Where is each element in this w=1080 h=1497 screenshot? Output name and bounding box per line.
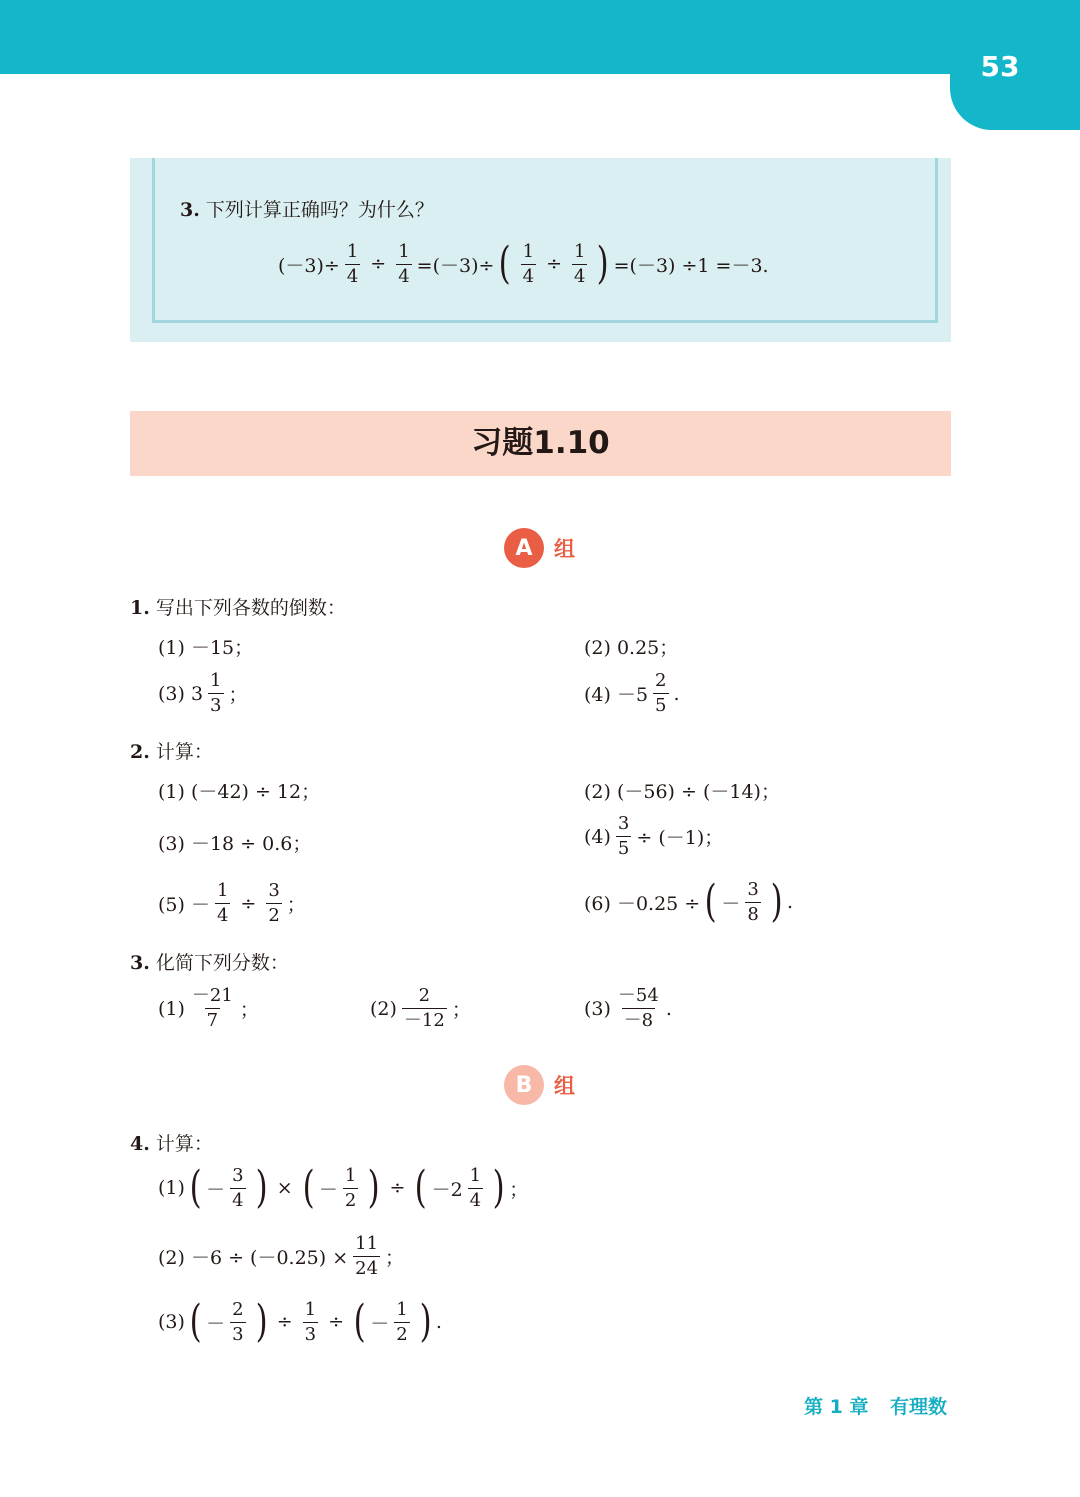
item-prefix: (2) －6 ÷ (－0.25) ×	[158, 1247, 349, 1269]
question-number: 1.	[130, 597, 150, 619]
fraction: $\frac{-54}{-8}$	[617, 985, 659, 1031]
fraction: $\frac{1}{2}$	[344, 1164, 357, 1211]
group-b-badge: B	[504, 1065, 544, 1105]
item-suffix: .	[787, 891, 794, 913]
minus-sign: －	[721, 892, 741, 915]
operator: ÷	[546, 253, 562, 275]
item-prefix: (1)	[158, 1177, 185, 1199]
q3-item-1	[158, 987, 259, 1030]
right-paren: )	[770, 876, 783, 927]
q2-item-6	[584, 876, 794, 927]
left-paren: (	[704, 876, 717, 927]
q2-item-4	[584, 815, 723, 858]
review-box-frame	[152, 158, 938, 323]
minus-sign: －	[370, 1312, 390, 1335]
question-number: 3.	[130, 952, 150, 974]
operator: ÷	[370, 253, 387, 275]
item-prefix: (5) －	[158, 894, 210, 916]
operator: ×	[276, 1177, 293, 1199]
item-suffix: ；	[509, 1178, 529, 1201]
item-suffix: ；	[239, 999, 259, 1021]
header-band	[0, 0, 1080, 74]
right-paren: )	[255, 1296, 268, 1347]
minus-sign: －	[206, 1312, 226, 1335]
item-prefix: (6) －0.25 ÷	[584, 892, 701, 915]
eq-part: =(－3)÷	[416, 254, 495, 277]
item-suffix: .	[665, 997, 672, 1020]
right-paren: )	[367, 1162, 380, 1213]
fraction: $\frac{1}{3}$	[304, 1298, 317, 1345]
q3-item-3	[584, 987, 672, 1030]
q2-item-1: (1) (－42) ÷ 12；	[158, 781, 321, 803]
left-paren: (	[189, 1296, 202, 1347]
right-paren: )	[492, 1162, 505, 1213]
minus-sign: －	[318, 1178, 338, 1201]
question-3	[130, 948, 289, 975]
item-prefix: (3)	[158, 1311, 185, 1333]
fraction: $\frac{3}{2}$	[268, 880, 280, 926]
group-a-label: 组	[554, 537, 575, 561]
q1-item-1: (1) －15；	[158, 637, 254, 659]
question-number: 3.	[180, 199, 200, 221]
left-paren: (	[353, 1296, 366, 1347]
item-suffix: ；	[451, 999, 471, 1021]
right-paren: )	[255, 1162, 268, 1213]
fraction: $\frac{1}{4}$	[346, 240, 359, 287]
group-b-label: 组	[554, 1074, 575, 1098]
footer-chapter: 第 1 章	[804, 1396, 869, 1418]
q4-item-3	[158, 1296, 442, 1347]
item-prefix: (4) －5	[584, 684, 649, 706]
question-text: 写出下列各数的倒数：	[155, 597, 346, 619]
minus-sign: －	[206, 1178, 226, 1201]
q4-item-1	[158, 1162, 529, 1213]
q2-item-5	[158, 882, 306, 925]
fraction: $\frac{3}{4}$	[232, 1164, 244, 1211]
left-paren: (	[189, 1162, 202, 1213]
operator: ÷	[240, 892, 257, 915]
left-paren: (	[414, 1162, 427, 1213]
q1-item-4	[584, 672, 680, 715]
item-suffix: .	[435, 1311, 442, 1333]
item-prefix: (4)	[584, 825, 611, 848]
fraction: $\frac{1}{4}$	[522, 240, 535, 287]
question-2	[130, 737, 213, 764]
operator: ÷	[328, 1311, 345, 1333]
fraction: $\frac{1}{4}$	[398, 240, 410, 287]
item-suffix: ÷ (－1)；	[636, 827, 724, 849]
q1-item-2: (2) 0.25；	[584, 637, 679, 659]
fraction: $\frac{2}{-12}$	[403, 985, 445, 1031]
fraction: $\frac{3}{5}$	[617, 813, 630, 859]
mixed-number: －2	[431, 1178, 463, 1201]
q2-item-3: (3) －18 ÷ 0.6；	[158, 833, 312, 855]
fraction: $\frac{1}{3}$	[210, 670, 222, 716]
item-prefix: (3) 3	[158, 682, 204, 705]
eq-part: (－3)÷	[278, 254, 340, 277]
fraction: $\frac{2}{3}$	[232, 1298, 244, 1345]
q4-item-2	[158, 1235, 404, 1278]
question-text: 计算：	[155, 741, 213, 763]
q2-item-2: (2) (－56) ÷ (－14)；	[584, 781, 780, 803]
item-suffix: ；	[228, 684, 248, 706]
item-prefix: (3)	[584, 997, 611, 1020]
eq-part: =(－3) ÷1 =－3.	[613, 254, 769, 277]
fraction: $\frac{2}{5}$	[655, 670, 667, 716]
left-paren: (	[302, 1162, 315, 1213]
question-1	[130, 593, 346, 620]
section-title: 习题1.10	[471, 425, 610, 461]
right-paren: )	[597, 238, 610, 289]
operator: ÷	[389, 1177, 406, 1199]
review-question	[180, 195, 434, 222]
page-number: 53	[980, 50, 1020, 83]
question-4	[130, 1129, 213, 1156]
operator: ÷	[276, 1311, 293, 1333]
question-text: 计算：	[155, 1133, 213, 1155]
fraction: $\frac{-21}{7}$	[191, 985, 233, 1031]
question-number: 4.	[130, 1133, 150, 1155]
left-paren: (	[499, 238, 512, 289]
fraction: $\frac{1}{2}$	[396, 1298, 408, 1345]
fraction: $\frac{1}{4}$	[216, 880, 229, 926]
question-text: 下列计算正确吗？为什么？	[205, 199, 434, 221]
group-a-heading	[504, 528, 575, 568]
q1-item-3	[158, 672, 248, 715]
item-prefix: (2)	[370, 997, 397, 1020]
fraction: $\frac{1}{4}$	[573, 240, 586, 287]
right-paren: )	[419, 1296, 432, 1347]
fraction: $\frac{1}{4}$	[469, 1164, 482, 1211]
fraction: $\frac{11}{24}$	[355, 1233, 379, 1279]
item-prefix: (1)	[158, 997, 185, 1020]
section-title-bar	[130, 411, 951, 476]
item-suffix: .	[673, 682, 680, 705]
question-number: 2.	[130, 741, 150, 763]
fraction: $\frac{3}{8}$	[747, 878, 759, 925]
group-a-badge: A	[504, 528, 544, 568]
question-text: 化简下列分数：	[155, 952, 289, 974]
review-equation	[278, 238, 769, 289]
item-suffix: ；	[286, 894, 306, 916]
q3-item-2	[370, 987, 471, 1030]
group-b-heading	[504, 1065, 575, 1105]
footer-chapter-title: 有理数	[890, 1396, 948, 1418]
item-suffix: ；	[385, 1247, 405, 1269]
